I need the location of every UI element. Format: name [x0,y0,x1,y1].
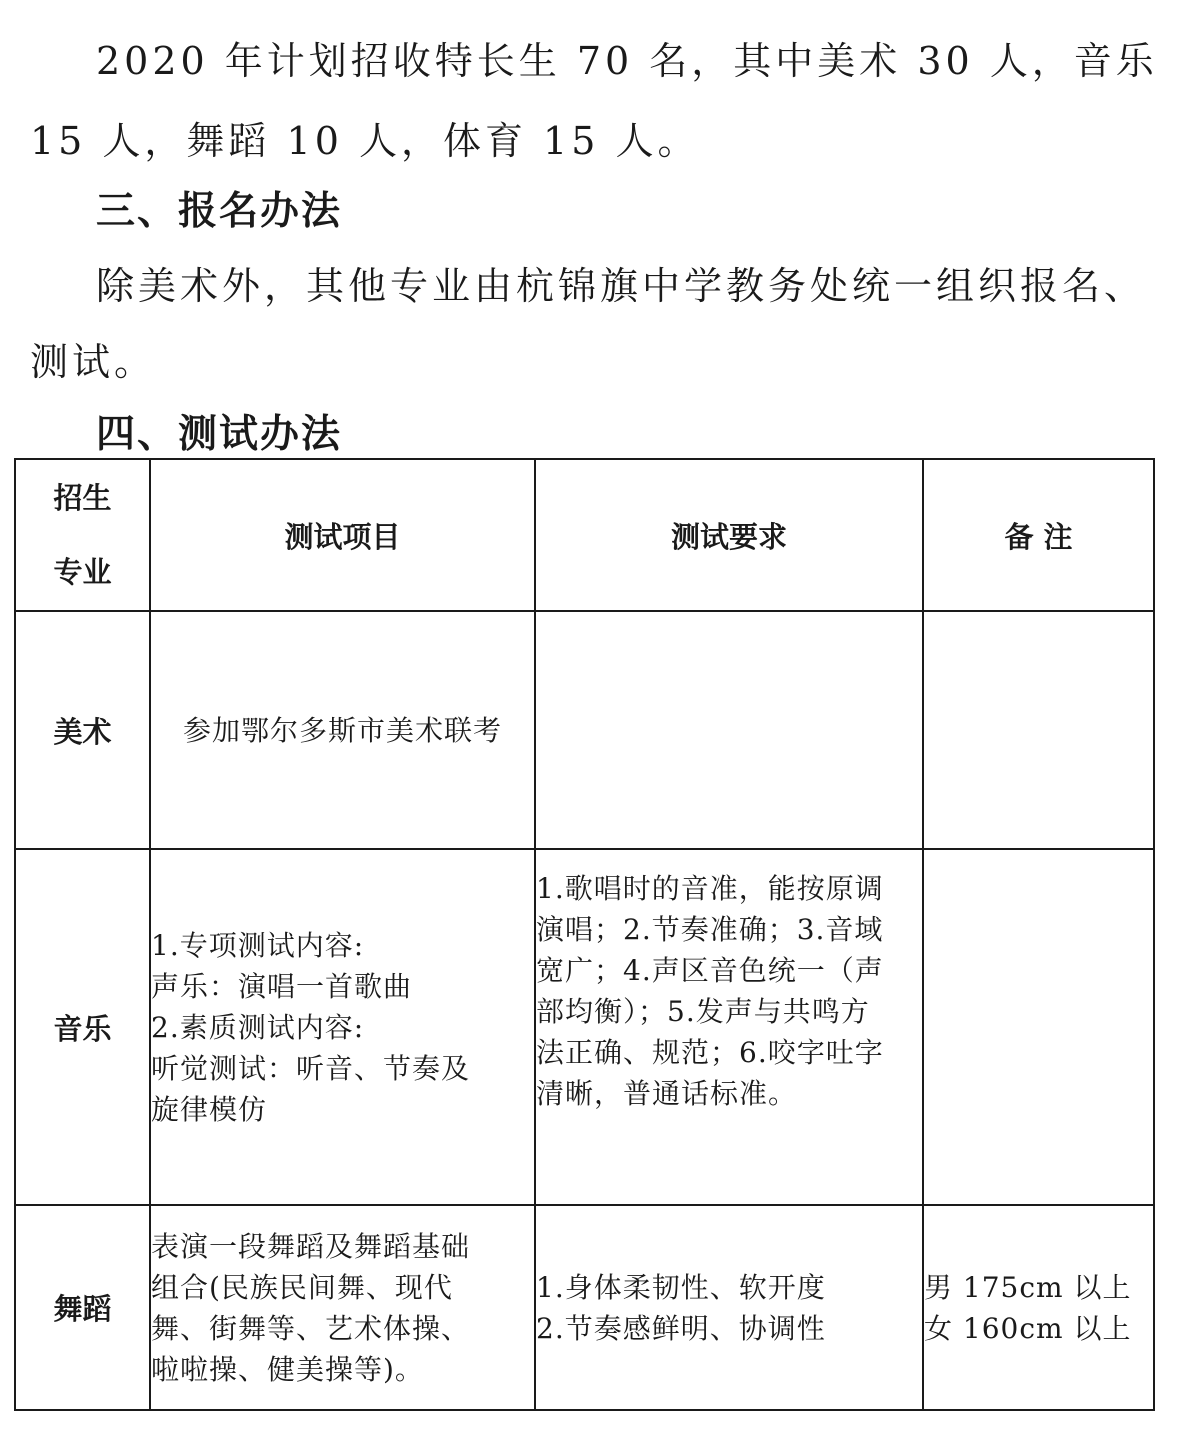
intro-line-1: 2020 年计划招收特长生 70 名，其中美术 30 人，音乐 [96,39,1158,83]
test-item-line: 啦啦操、健美操等)。 [151,1352,424,1386]
test-item-line: 听觉测试：听音、节奏及 [151,1051,471,1085]
requirement-line: 1.身体柔韧性、软开度 [536,1270,826,1304]
header-notes: 备 注 [923,459,1154,611]
header-test-requirements: 测试要求 [535,459,923,611]
test-requirements-table [14,458,1155,1411]
test-item-line: 2.素质测试内容: [151,1010,365,1044]
major-cell: 美术 [15,611,150,849]
section-3-line-2: 测试。 [30,340,157,384]
notes-cell [923,849,1154,1205]
intro-line-2: 15 人，舞蹈 10 人，体育 15 人。 [30,119,700,163]
test-item-line: 表演一段舞蹈及舞蹈基础 [151,1229,471,1263]
test-item-line: 1.专项测试内容: [151,928,365,962]
notes-cell [923,1205,1154,1410]
test-item-line: 旋律模仿 [151,1092,268,1126]
test-requirements-cell [535,611,923,849]
notes-cell [923,611,1154,849]
note-line: 女 160cm 以上 [924,1311,1132,1345]
table-row-music [15,849,1154,1205]
table-header-row [15,459,1154,611]
test-requirements-cell [535,1205,923,1410]
note-line: 男 175cm 以上 [924,1270,1132,1304]
test-item-line: 组合(民族民间舞、现代 [151,1270,453,1304]
major-cell: 舞蹈 [15,1205,150,1410]
section-4-heading: 四、测试办法 [96,412,343,457]
requirement-line: 2.节奏感鲜明、协调性 [536,1311,826,1345]
header-major-line-1: 招生 [53,481,112,515]
requirement-line: 部均衡）；5.发声与共鸣方 [536,995,870,1028]
header-major-line-2: 专业 [53,555,112,589]
major-cell: 音乐 [15,849,150,1205]
test-item-line: 参加鄂尔多斯市美术联考 [182,713,502,747]
test-items-cell [150,611,535,849]
section-3-line-1: 除美术外，其他专业由杭锦旗中学教务处统一组织报名、 [96,264,1147,308]
requirement-line: 演唱；2.节奏准确；3.音域 [536,913,884,946]
test-items-cell [150,849,535,1205]
test-item-line: 声乐：演唱一首歌曲 [151,969,413,1003]
test-items-cell [150,1205,535,1410]
table-row-dance [15,1205,1154,1410]
header-test-items: 测试项目 [150,459,535,611]
requirement-line: 清晰，普通话标准。 [536,1077,798,1110]
table-row-art [15,611,1154,849]
requirement-line: 宽广；4.声区音色统一（声 [536,954,884,987]
requirement-line: 法正确、规范；6.咬字吐字 [536,1036,884,1069]
test-item-line: 舞、街舞等、艺术体操、 [151,1311,471,1345]
header-major [15,459,150,611]
requirement-line: 1.歌唱时的音准，能按原调 [536,872,884,905]
section-3-heading: 三、报名办法 [96,189,343,234]
test-requirements-cell [535,849,923,1205]
